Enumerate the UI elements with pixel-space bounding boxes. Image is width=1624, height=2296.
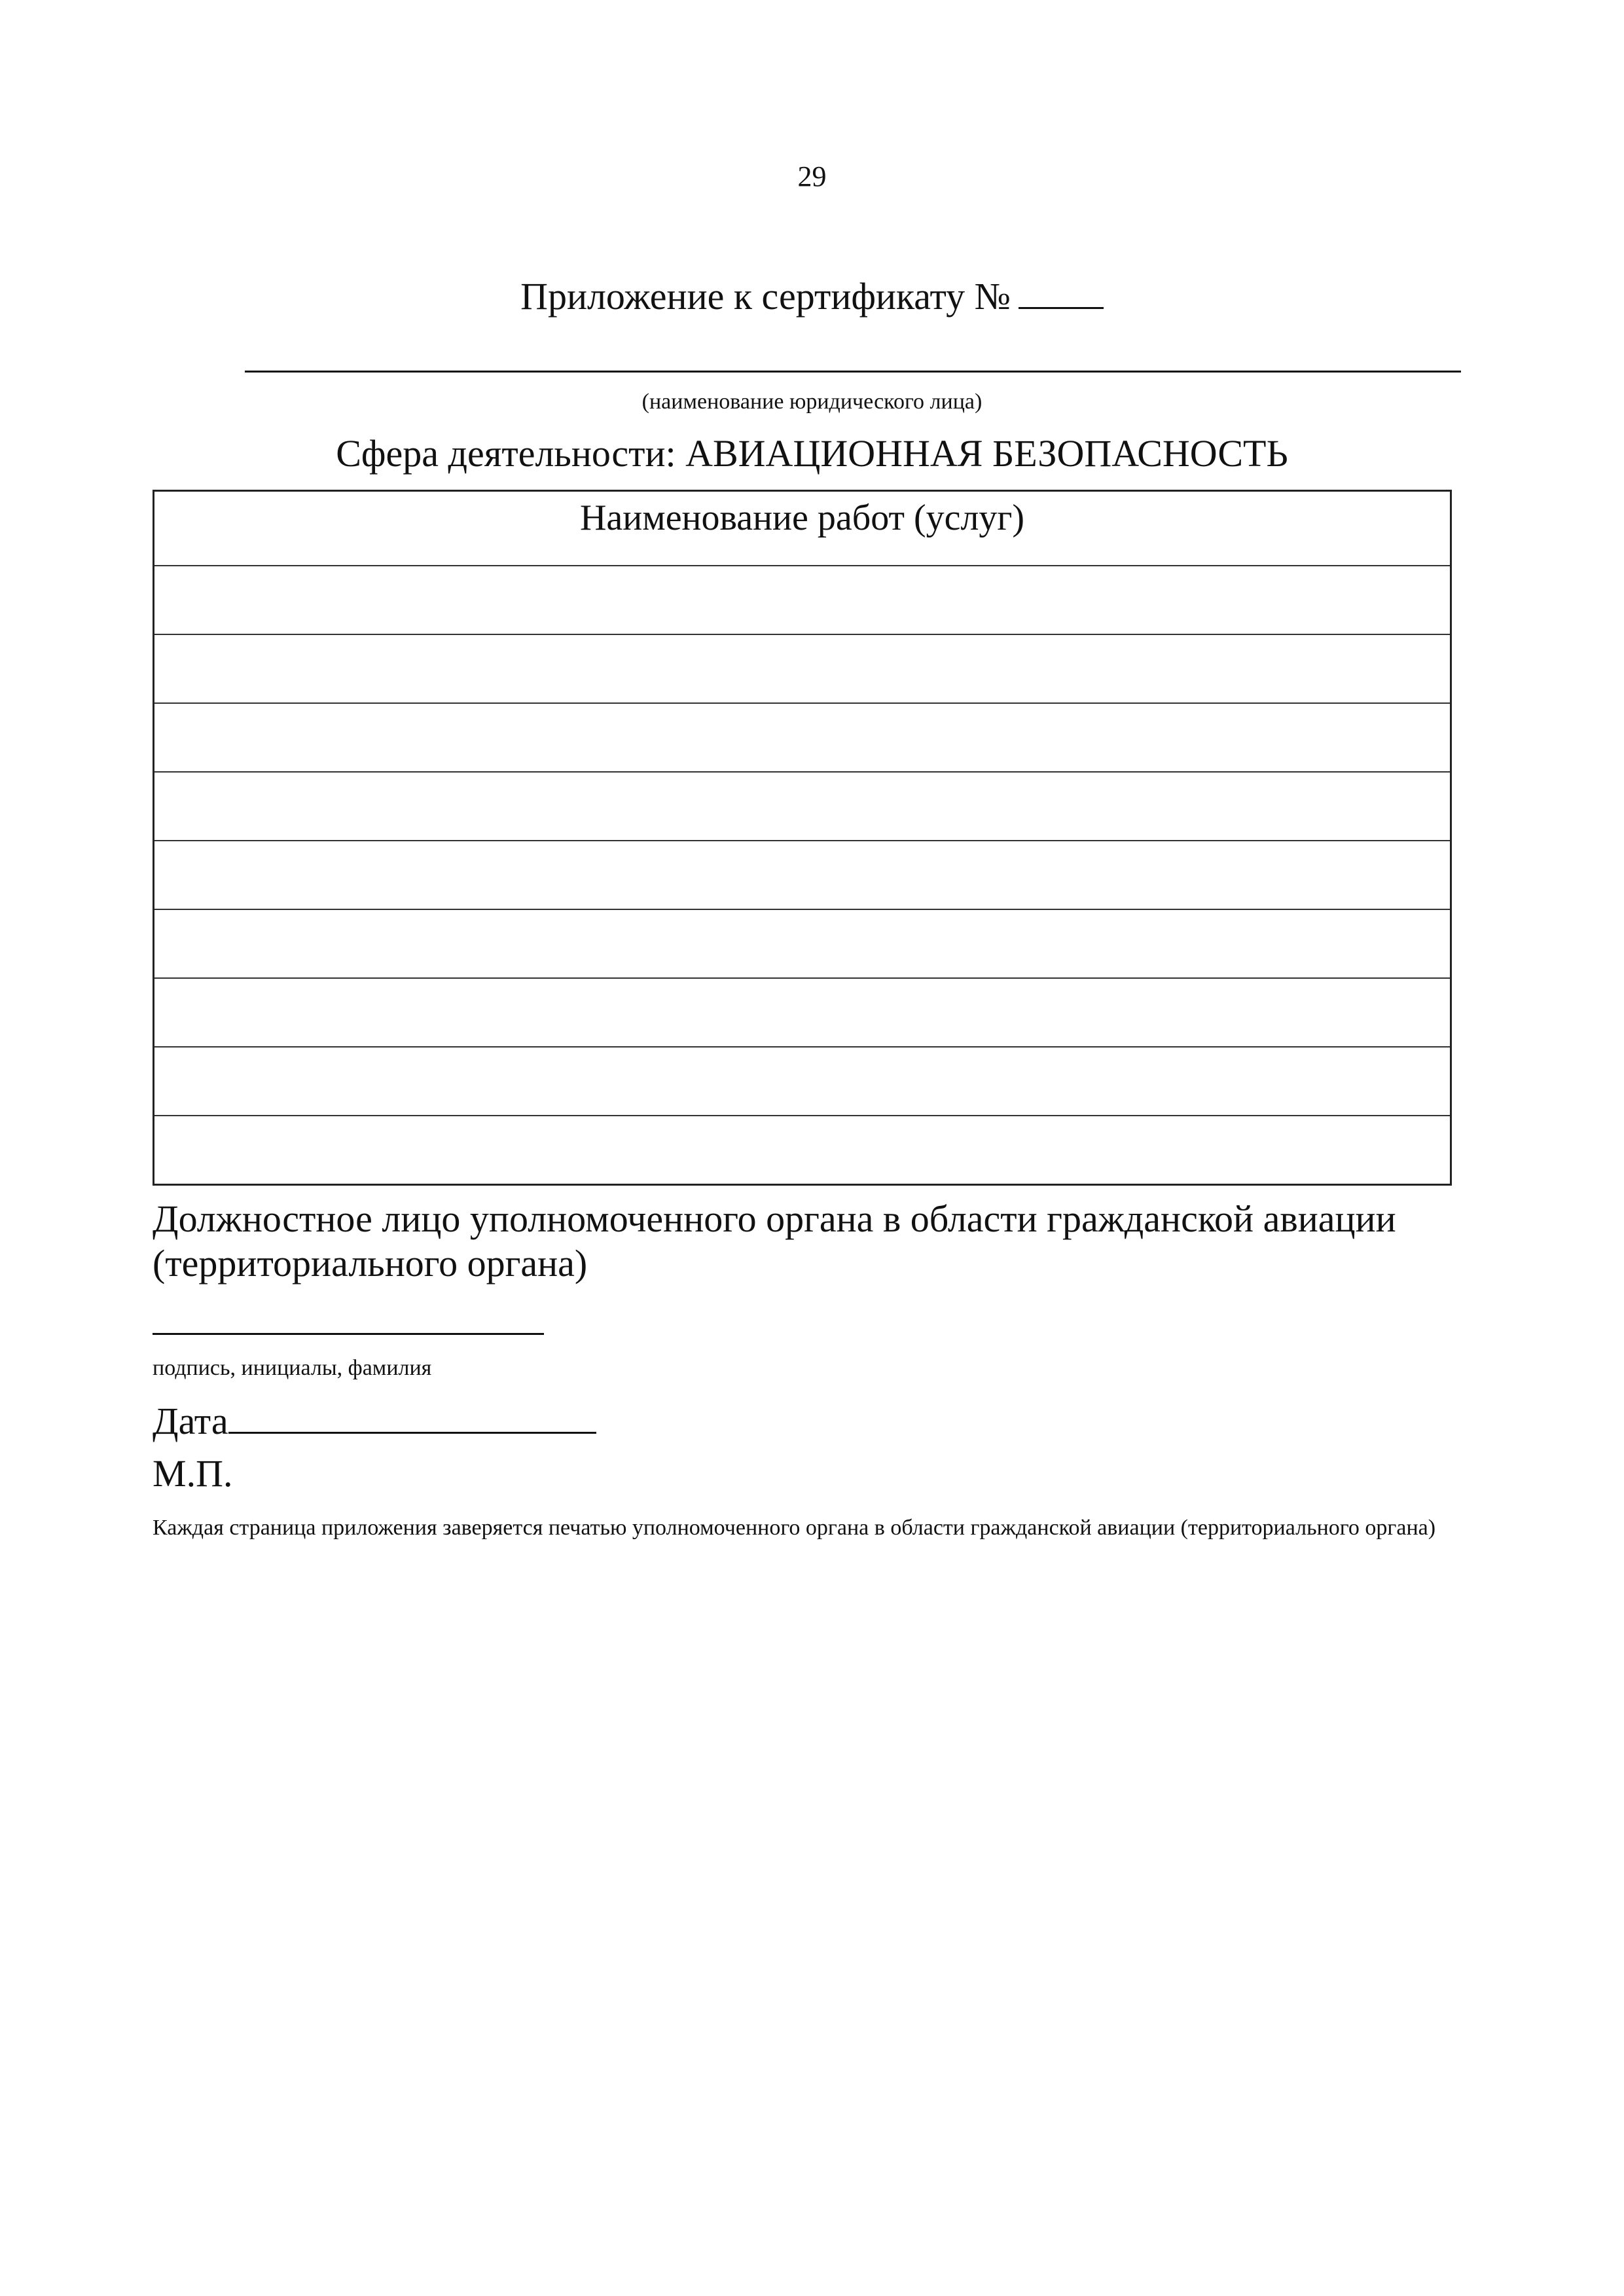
works-cell[interactable] bbox=[154, 772, 1451, 841]
table-row bbox=[154, 1116, 1451, 1185]
annex-title bbox=[0, 275, 1624, 318]
works-cell[interactable] bbox=[154, 909, 1451, 978]
signature-field[interactable] bbox=[153, 1333, 544, 1335]
legal-entity-caption: (наименование юридического лица) bbox=[641, 390, 983, 414]
works-cell[interactable] bbox=[154, 566, 1451, 634]
works-table bbox=[153, 490, 1452, 1186]
works-cell[interactable] bbox=[154, 1116, 1451, 1185]
table-row bbox=[154, 841, 1451, 909]
works-cell[interactable] bbox=[154, 841, 1451, 909]
table-row bbox=[154, 703, 1451, 772]
works-cell[interactable] bbox=[154, 703, 1451, 772]
table-row bbox=[154, 978, 1451, 1047]
activity-sphere: Сфера деятельности: АВИАЦИОННАЯ БЕЗОПАСНОСТЬ bbox=[336, 432, 1288, 475]
table-row bbox=[154, 566, 1451, 634]
official-title: Должностное лицо уполномоченного органа в области гражданской авиации (территориального органа) bbox=[153, 1197, 1396, 1285]
page-number: 29 bbox=[797, 160, 827, 192]
works-table-header-row bbox=[154, 491, 1451, 566]
works-column-header-label: Наименование работ (услуг) bbox=[579, 498, 1025, 538]
legal-entity-name-field[interactable] bbox=[245, 371, 1461, 373]
signature-caption: подпись, инициалы, фамилия bbox=[153, 1356, 432, 1380]
footnote: Каждая страница приложения заверяется печатью уполномоченного органа в области гражданской авиации (территориального органа) bbox=[153, 1516, 1436, 1540]
date-label: Дата bbox=[153, 1400, 228, 1442]
works-cell[interactable] bbox=[154, 1047, 1451, 1116]
date-field[interactable] bbox=[228, 1400, 596, 1434]
certificate-number-field[interactable] bbox=[1019, 276, 1104, 309]
table-row bbox=[154, 772, 1451, 841]
table-row bbox=[154, 909, 1451, 978]
works-column-header bbox=[154, 491, 1451, 566]
works-cell[interactable] bbox=[154, 634, 1451, 703]
table-row bbox=[154, 1047, 1451, 1116]
stamp-place-label: М.П. bbox=[153, 1452, 233, 1495]
table-row bbox=[154, 634, 1451, 703]
works-cell[interactable] bbox=[154, 978, 1451, 1047]
annex-title-text: Приложение к сертификату № bbox=[520, 275, 1011, 318]
date-row bbox=[153, 1400, 596, 1443]
